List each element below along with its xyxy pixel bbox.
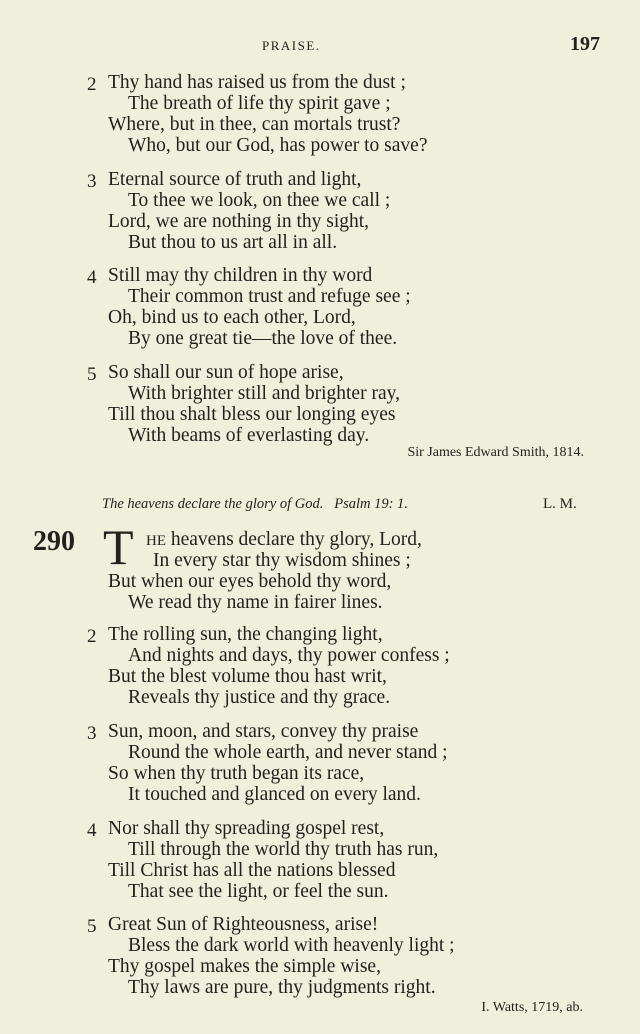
verse-line: Round the whole earth, and never stand ;	[128, 742, 448, 763]
subtitle-text: The heavens declare the glory of God.	[102, 496, 324, 512]
running-header-title: PRAISE.	[262, 38, 321, 53]
verse-line: Sun, moon, and stars, convey thy praise	[108, 721, 419, 742]
verse-line: In every star thy wisdom shines ;	[153, 550, 411, 571]
verse-line: The rolling sun, the changing light,	[108, 624, 383, 645]
verse-line: Bless the dark world with heavenly light ;	[128, 935, 455, 956]
verse-line: Till through the world thy truth has run,	[128, 839, 439, 860]
verse-line: It touched and glanced on every land.	[128, 784, 421, 805]
verse-number: 5	[87, 916, 97, 937]
verse-line: Great Sun of Righteousness, arise!	[108, 914, 379, 935]
verse-line: But thou to us art all in all.	[128, 232, 338, 253]
verse-number: 2	[87, 74, 97, 95]
page-number: 197	[570, 33, 600, 55]
hymn-number: 290	[33, 526, 75, 557]
verse-line: And nights and days, thy power confess ;	[128, 645, 450, 666]
verse-number: 4	[87, 267, 97, 288]
previous-hymn-author: Sir James Edward Smith, 1814.	[407, 445, 584, 460]
verse-line: Nor shall thy spreading gospel rest,	[108, 818, 385, 839]
verse-line: To thee we look, on thee we call ;	[128, 190, 391, 211]
verse-line: Thy hand has raised us from the dust ;	[108, 72, 406, 93]
verse-line: But when our eyes behold thy word,	[108, 571, 392, 592]
verse-line: Till Christ has all the nations blessed	[108, 860, 396, 881]
verse-line: The breath of life thy spirit gave ;	[128, 93, 391, 114]
hymn-meter: L. M.	[543, 496, 577, 512]
verse-line: Thy laws are pure, thy judgments right.	[128, 977, 436, 998]
verse-line: By one great tie—the love of thee.	[128, 328, 398, 349]
hymn-first-line	[146, 529, 422, 551]
scripture-reference: Psalm 19: 1.	[334, 496, 408, 512]
verse-line: Oh, bind us to each other, Lord,	[108, 307, 356, 328]
first-line-rest: heavens declare thy glory, Lord,	[166, 529, 422, 550]
verse-number: 5	[87, 364, 97, 385]
hymn-author: I. Watts, 1719, ab.	[481, 1000, 583, 1015]
verse-line: With beams of everlasting day.	[128, 425, 370, 446]
verse-line: So when thy truth began its race,	[108, 763, 365, 784]
verse-line: Their common trust and refuge see ;	[128, 286, 411, 307]
small-caps-lead: HE	[146, 533, 166, 549]
verse-line: Lord, we are nothing in thy sight,	[108, 211, 370, 232]
verse-number: 4	[87, 820, 97, 841]
verse-number: 3	[87, 171, 97, 192]
verse-line: But the blest volume thou hast writ,	[108, 666, 387, 687]
verse-number: 3	[87, 723, 97, 744]
hymn-subtitle	[102, 496, 408, 513]
verse-number: 2	[87, 626, 97, 647]
verse-line: Where, but in thee, can mortals trust?	[108, 114, 401, 135]
verse-line: Who, but our God, has power to save?	[128, 135, 428, 156]
verse-line: We read thy name in fairer lines.	[128, 592, 383, 613]
verse-line: With brighter still and brighter ray,	[128, 383, 400, 404]
verse-line: Still may thy children in thy word	[108, 265, 373, 286]
verse-line: Eternal source of truth and light,	[108, 169, 362, 190]
verse-line: Thy gospel makes the simple wise,	[108, 956, 381, 977]
verse-line: That see the light, or feel the sun.	[128, 881, 389, 902]
verse-line: Till thou shalt bless our longing eyes	[108, 404, 396, 425]
verse-line: Reveals thy justice and thy grace.	[128, 687, 391, 708]
verse-line: So shall our sun of hope arise,	[108, 362, 344, 383]
drop-cap: T	[103, 519, 134, 575]
